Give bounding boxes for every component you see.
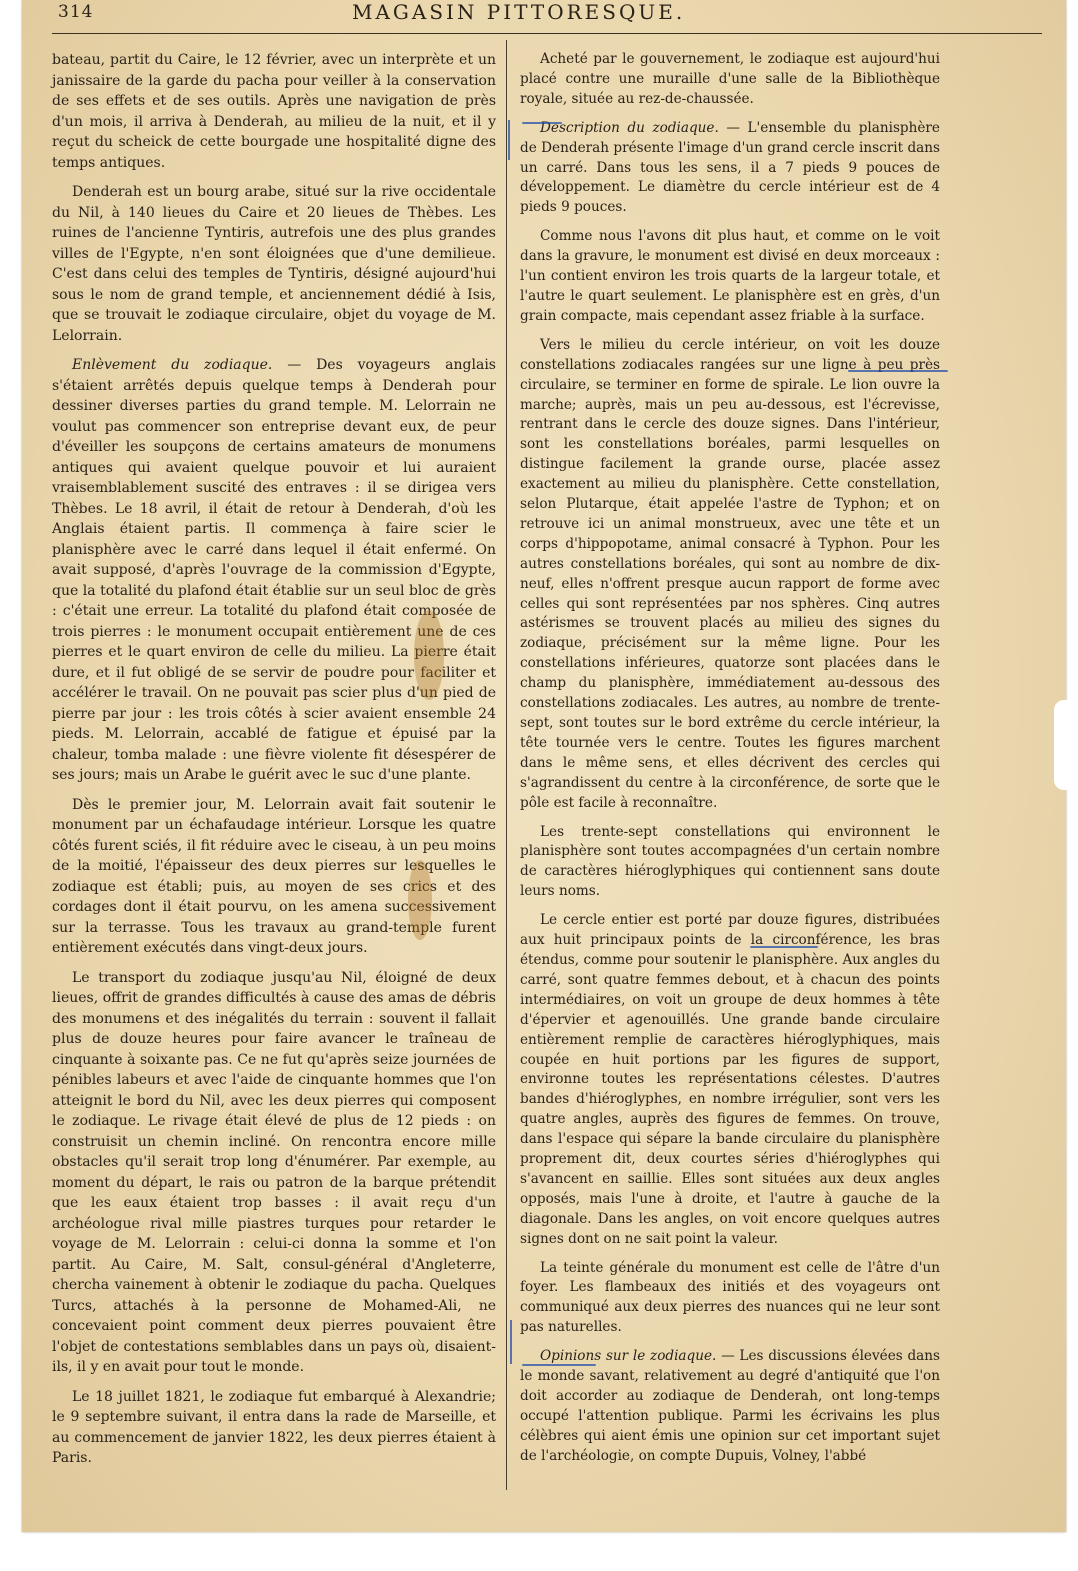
stain [408,860,432,940]
right-column [520,50,940,1476]
paragraph-text: bateau, partit du Caire, le 12 février, avec un interprète et un janissaire de la garde du pacha pour veiller à la conservation de ses effets et de ses outils. Après une navigation de près d'un mois, il arriva à Denderah, au milieu de la nuit, et il y reçut du scheick de cette bourgade une hospitalité digne des temps antiques. [52,52,496,171]
torn-edge [1054,700,1068,790]
paragraph: Enlèvement du zodiaque. — Des voyageurs anglais s'étaient arrêtés depuis quelque temps à Denderah pour dessiner diverses parties du grand temple. M. Lelorrain ne voulut pas commencer son entreprise devant eux, de peur d'éveiller les soupçons de certains amateurs de monumens antiques qui avaient quelque pouvoir et lui auraient vraisemblablement suscité des entraves : il se dirigea vers Thèbes. Le 18 avril, il était de retour à Denderah, d'où les Anglais étaient partis. Il commença à faire scier le planisphère avec le carré dans lequel il était enfermé. On avait supposé, d'après l'ouvrage de la commission d'Egypte, que la totalité du plafond était établie sur un seul bloc de grès : c'était une erreur. La totalité du plafond était composée de trois pierres : le monument occupait entièrement une de ces pierres et le quart environ de celle du milieu. La pierre était dure, et il fut obligé de se servir de poudre pour faciliter et accélérer le travail. On ne pouvait pas scier plus d'un pied de pierre par jour : les trois côtés à scier avaient ensemble 24 pieds. M. Lelorrain, accablé de fatigue et épuisé par la chaleur, tomba malade : une fièvre violente fit désespérer de ses jours; mais un Arabe le guérit avec le suc d'une plante. [52,357,496,783]
paragraph-text: Des voyageurs anglais s'étaient arrêtés depuis quelque temps à Denderah pour dessiner diverses parties du grand temple. M. Lelorrain ne voulut pas commencer son entreprise devant eux, de peur d'éveiller les soupçons de certains amateurs de monumens antiques qui avaient quelque pouvoir et lui auraient vraisemblablement suscité des entraves : il se dirigea vers Thèbes. Le 18 avril, il était de retour à Denderah, d'où les Anglais étaient partis. Il commença à faire scier le planisphère avec le carré dans lequel il était enfermé. On avait supposé, d'après l'ouvrage de la commission d'Egypte, que la totalité du plafond était établie sur un seul bloc de grès : c'était une erreur. La totalité du plafond était composée de trois pierres : le monument occupait entièrement une de ces pierres et le quart environ de celle du milieu. La pierre était dure, et il fut obligé de se servir de poudre pour faciliter et accélérer le travail. On ne pouvait pas scier plus d'un pied de pierre par jour : les trois côtés à scier avaient ensemble 24 pieds. M. Lelorrain, accablé de fatigue et épuisé par la chaleur, tomba malade : une fièvre violente fit désespérer de ses jours; mais un Arabe le guérit avec le suc d'une plante. [52,357,496,783]
pen-mark [510,1320,512,1364]
paragraph [520,823,940,903]
paragraph [52,50,496,173]
pen-mark [848,370,948,372]
paragraph-text: Le cercle entier est porté par douze figures, distribuées aux huit principaux points de la circonférence, les bras étendus, comme pour soutenir le planisphère. Aux angles du carré, sont quatre femmes debout, et à chacun des points intermédiaires, on voit un groupe de deux hommes à tête d'épervier et agenouillés. Une grande bande circulaire entièrement remplie de caractères hiéroglyphiques, mais coupée en huit portions par les figures de support, environne toutes les représentations célestes. D'autres bandes d'hiéroglyphes, en nombre irrégulier, sont vers les quatre angles, auprès des figures de femmes. On trouve, dans l'espace qui sépare la bande circulaire du planisphère proprement dit, deux courtes séries d'hiéroglyphes qui s'avancent en saillie. Elles sont situées aux deux angles opposés, mais l'une à droite, et l'autre à gauche de la diagonale. Dans les angles, on voit encore quelques autres signes dont on ne sait point la valeur. [520,912,940,1247]
stain [414,610,444,700]
paragraph-text: Le transport du zodiaque jusqu'au Nil, éloigné de deux lieues, offrit de grandes difficultés à cause des amas de débris des monumens et des inégalités du terrain : souvent il fallait plus de douze heures pour faire avancer le traîneau de cinquante à soixante pas. Ce ne fut qu'après seize journées de pénibles labeurs et avec l'aide de cinquante hommes que l'on atteignit le bord du Nil, avec les deux pierres qui composent le zodiaque. Le rivage était élevé de plus de 12 pieds : on construisit un chemin incliné. On rencontra encore mille obstacles qu'il serait trop long d'énumérer. Par exemple, au moment du départ, le rais ou patron de la barque prétendit que les eaux étaient trop basses : il avait reçu d'un archéologue rival mille piastres turques pour retarder le voyage de M. Lelorrain : celui-ci donna la somme et l'on partit. Au Caire, M. Salt, consul-général d'Angleterre, chercha vainement à obtenir le zodiaque du pacha. Quelques Turcs, attachés à la personne de Mohamed-Ali, ne concevaient point comment deux pierres pouvaient être l'objet de contestations semblables dans un pays où, disaient-ils, il y en avait pour tout le monde. [52,969,496,1375]
paragraph: Description du zodiaque. — L'ensemble du planisphère de Denderah présente l'image d'un grand cercle inscrit dans un carré. Dans tous les sens, il a 7 pieds 9 pouces de développement. Le diamètre du cercle intérieur est de 4 pieds 9 pouces. [520,119,940,216]
paragraph-text: L'ensemble du planisphère de Denderah présente l'image d'un grand cercle inscrit dans un carré. Dans tous les sens, il a 7 pieds 9 pouces de développement. Le diamètre du cercle intérieur est de 4 pieds 9 pouces. [520,119,940,216]
paragraph-text: Comme nous l'avons dit plus haut, et comme on le voit dans la gravure, le monument est divisé en deux morceaux : l'un contient environ les trois quarts de la largeur totale, et l'autre le quart seulement. Le planisphère est en grès, d'un grain compacte, mais cependant assez friable à la surface. [520,228,940,324]
header-rule [52,33,1042,34]
paragraph [520,911,940,1249]
newspaper-page [22,0,1066,1532]
paragraph-text: Denderah est un bourg arabe, situé sur la rive occidentale du Nil, à 140 lieues du Caire et 20 lieues de Thèbes. Les ruines de l'ancienne Tyntiris, autrefois une des plus grandes villes de l'Egypte, n'en sont éloignées que d'une demilieue. C'est dans celui des temples de Tyntiris, désigné aujourd'hui sous le nom de grand temple, et anciennement dédié à Isis, que se trouvait le zodiaque circulaire, objet du voyage de M. Lelorrain. [52,184,496,344]
column-divider [506,40,507,1490]
paragraph [520,1259,940,1339]
left-column [52,50,496,1478]
paragraph [52,968,496,1378]
paragraph: Opinions sur le zodiaque. — Les discussions élevées dans le monde savant, relativement au degré d'antiquité que l'on doit accorder au zodiaque de Denderah, ont long-temps occupé l'attention publique. Parmi les écrivains les plus célèbres qui aient émis une opinion sur cet important sujet de l'archéologie, on compte Dupuis, Volney, l'abbé [520,1348,940,1464]
paragraph-text: Les trente-sept constellations qui environnent le planisphère sont toutes accompagnées d'un certain nombre de caractères hiéroglyphiques qui contiennent sans doute leurs noms. [520,823,940,900]
paragraph [52,1387,496,1469]
page-number: 314 [58,2,94,22]
paragraph [52,182,496,346]
paragraph-text: La teinte générale du monument est celle de l'âtre d'un foyer. Les flambeaux des initiés et des voyageurs ont communiqué aux deux pierres des nuances qui ne leur sont pas naturelles. [520,1259,940,1336]
section-heading: Enlèvement du zodiaque. [72,357,273,373]
pen-mark [522,122,562,124]
running-title: MAGASIN PITTORESQUE. [352,0,686,24]
pen-mark [522,1364,596,1366]
paragraph-text: Dès le premier jour, M. Lelorrain avait fait soutenir le monument par un échafaudage intérieur. Lorsque les quatre côtés furent sciés, il fit réduire avec le ciseau, à un peu moins de la moitié, l'épaisseur des deux pierres sur lesquelles le zodiaque est établi; puis, au moyen de ses crics et des cordages dont il était pourvu, on les amena successivement sur la terrasse. Tous les travaux au grand-temple furent entièrement exécutés dans vingt-deux jours. [52,796,496,956]
section-heading: Opinions sur le zodiaque. [540,1348,717,1365]
pen-mark [508,120,510,160]
page-header [52,0,1042,40]
paragraph-text: Vers le milieu du cercle intérieur, on voit les douze constellations zodiacales rangées sur une ligne à peu près circulaire, se terminer en forme de spirale. Le lion ouvre la marche; auprès, mais un peu au-dessous, est l'écrevisse, rentrant dans le cercle des douze signes. Dans l'intérieur, sont les constellations boréales, parmi lesquelles on distingue facilement la grande ourse, placée assez exactement au milieu du planisphère. Cette constellation, selon Plutarque, était appelée l'astre de Typhon; et on retrouve ici un animal monstrueux, avec une tête et un corps d'hippopotame, animal consacré à Typhon. Pour les autres constellations boréales, qui sont au nombre de dix-neuf, elles n'offrent presque aucun rapport de forme avec celles qui sont représentées par nos sphères. Cinq autres astérismes se trouvent placés au milieu des signes du zodiaque, précisément sur la même ligne. Pour les constellations inférieures, quatorze sont placées dans le champ du planisphère, immédiatement au-dessous des constellations zodiacales. Les autres, au nombre de trente-sept, sont toutes sur le bord extrême du cercle intérieur, la tête tournée vers le centre. Toutes les figures marchent dans le même sens, et elles décrivent des cercles qui s'agrandissent du centre à la circonférence, de sorte que le pôle est facile à reconnaître. [520,336,940,811]
paragraph [520,227,940,327]
pen-mark [750,946,818,948]
paragraph-text: Le 18 juillet 1821, le zodiaque fut embarqué à Alexandrie; le 9 septembre suivant, il entra dans la rade de Marseille, et au commencement de janvier 1822, les deux pierres étaient à Paris. [52,1388,496,1466]
paragraph-text: Les discussions élevées dans le monde savant, relativement au degré d'antiquité que l'on doit accorder au zodiaque de Denderah, ont long-temps occupé l'attention publique. Parmi les écrivains les plus célèbres qui aient émis une opinion sur cet important sujet de l'archéologie, on compte Dupuis, Volney, l'abbé [520,1348,940,1464]
section-heading: Description du zodiaque. [540,119,719,136]
paragraph [520,336,940,814]
paragraph [520,50,940,110]
paragraph-text: Acheté par le gouvernement, le zodiaque est aujourd'hui placé contre une muraille d'une salle de la Bibliothèque royale, située au rez-de-chaussée. [520,51,940,107]
